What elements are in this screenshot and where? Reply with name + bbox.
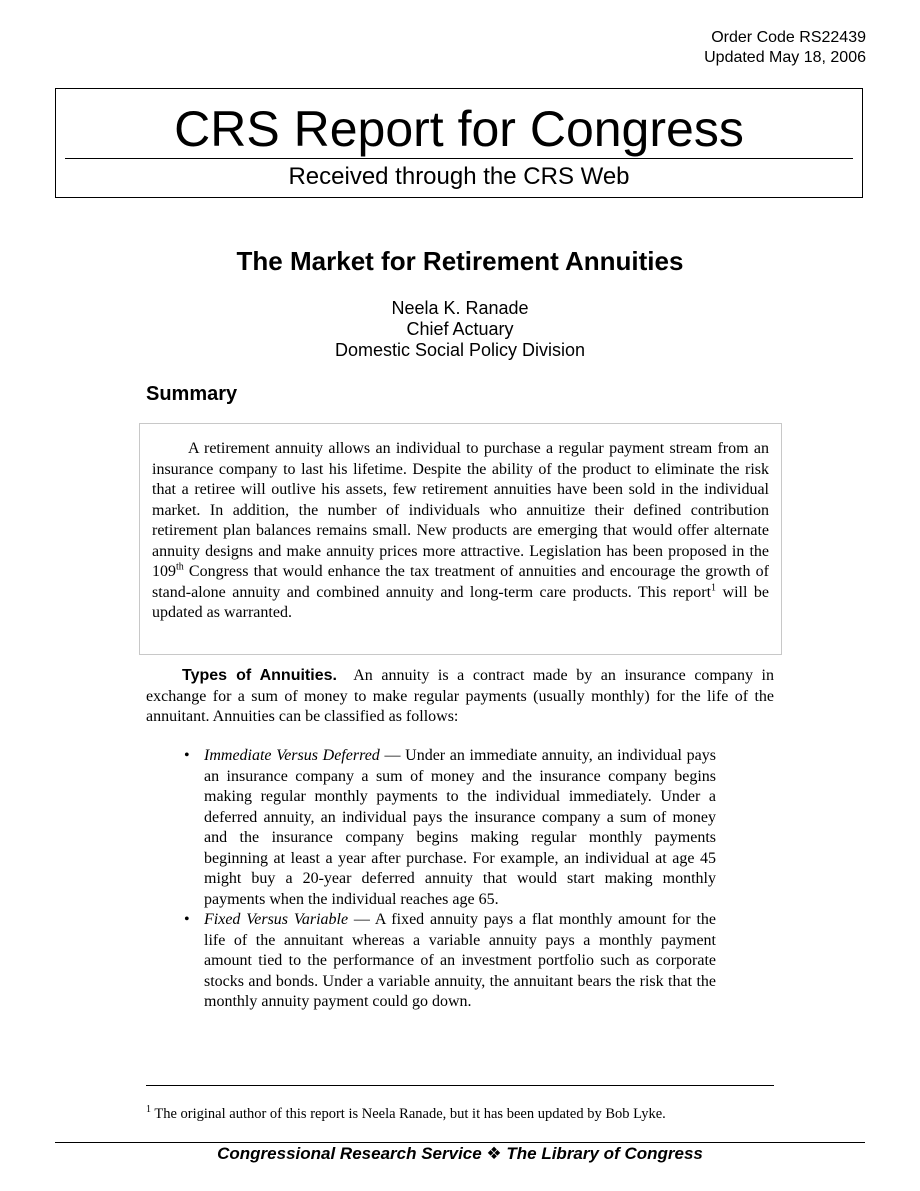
- updated-date: Updated May 18, 2006: [704, 49, 866, 66]
- annuity-types-list: [184, 746, 716, 1013]
- list-item: [184, 910, 716, 1013]
- summary-text-part3: will be updated as warranted.: [152, 583, 770, 621]
- bullet-icon: •: [184, 747, 190, 764]
- author-division: Domestic Social Policy Division: [334, 340, 586, 360]
- banner-rule: [65, 158, 853, 159]
- order-code: Order Code RS22439: [711, 29, 866, 46]
- footnote-rule: [146, 1085, 774, 1086]
- footnote-text: The original author of this report is Neela Ranade, but it has been updated by Bob Lyke.: [151, 1106, 666, 1122]
- footnote-mark: 1: [146, 1104, 151, 1116]
- author-name: Neela K. Ranade: [391, 298, 529, 318]
- author-block: [0, 298, 920, 361]
- summary-text-part1: A retirement annuity allows an individual to purchase a regular payment stream from an insurance company to last his lifetime. Despite the ability of the product to eliminate the risk that a retiree will outlive his assets, few retirement annuities have been sold in the individual market. In addition, the number of individuals who annuitize their defined contribution retirement plan balances remains small. New products are emerging that would offer alternate annuity designs and make annuity prices more attractive. Legislation has been proposed in the 109: [152, 440, 769, 580]
- types-paragraph: [146, 666, 774, 728]
- order-info: [704, 28, 866, 68]
- banner-subtitle: Received through the CRS Web: [288, 163, 630, 190]
- bullet-term: Fixed Versus Variable: [204, 911, 349, 928]
- bullet-icon: •: [184, 911, 190, 928]
- list-item: [184, 746, 716, 910]
- bullet-term: Immediate Versus Deferred: [204, 747, 380, 764]
- summary-box: [139, 423, 782, 655]
- bullet-text: — Under an immediate annuity, an individual pays an insurance company a sum of money and the insurance company begins making regular monthly payments to the individual immediately. Under a deferred annuity, an individual pays the insurance company a sum of money and the insurance company begins making regular monthly payments beginning at least a year after purchase. For example, an individual at age 45 might buy a 20-year deferred annuity that would start making monthly payments when the individual reaches age 65.: [204, 747, 716, 908]
- author-position: Chief Actuary: [406, 319, 514, 339]
- report-title: The Market for Retirement Annuities: [236, 246, 684, 276]
- banner-title: CRS Report for Congress: [174, 101, 744, 157]
- summary-text-part2: Congress that would enhance the tax treatment of annuities and encourage the growth of stand-alone annuity and combined annuity and long-term care products. This report: [152, 563, 769, 601]
- page-footer: Congressional Research Service ❖ The Library of Congress: [217, 1144, 703, 1163]
- footnote-reference[interactable]: 1: [711, 582, 717, 594]
- crs-banner: [55, 88, 863, 198]
- summary-heading: Summary: [146, 383, 238, 405]
- superscript-th: th: [176, 561, 184, 573]
- footnote: [146, 1105, 786, 1123]
- types-heading: Types of Annuities.: [182, 667, 337, 684]
- bullet-text: — A fixed annuity pays a flat monthly amount for the life of the annuitant whereas a variable annuity pays a monthly payment amount tied to the performance of an investment portfolio such as corporate stocks and bonds. Under a variable annuity, the annuitant bears the risk that the monthly annuity payment could go down.: [204, 911, 717, 1010]
- types-text: An annuity is a contract made by an insurance company in exchange for a sum of money to make regular payments (usually monthly) for the life of the annuitant. Annuities can be classified as follows:: [146, 667, 774, 725]
- summary-text: [152, 439, 769, 624]
